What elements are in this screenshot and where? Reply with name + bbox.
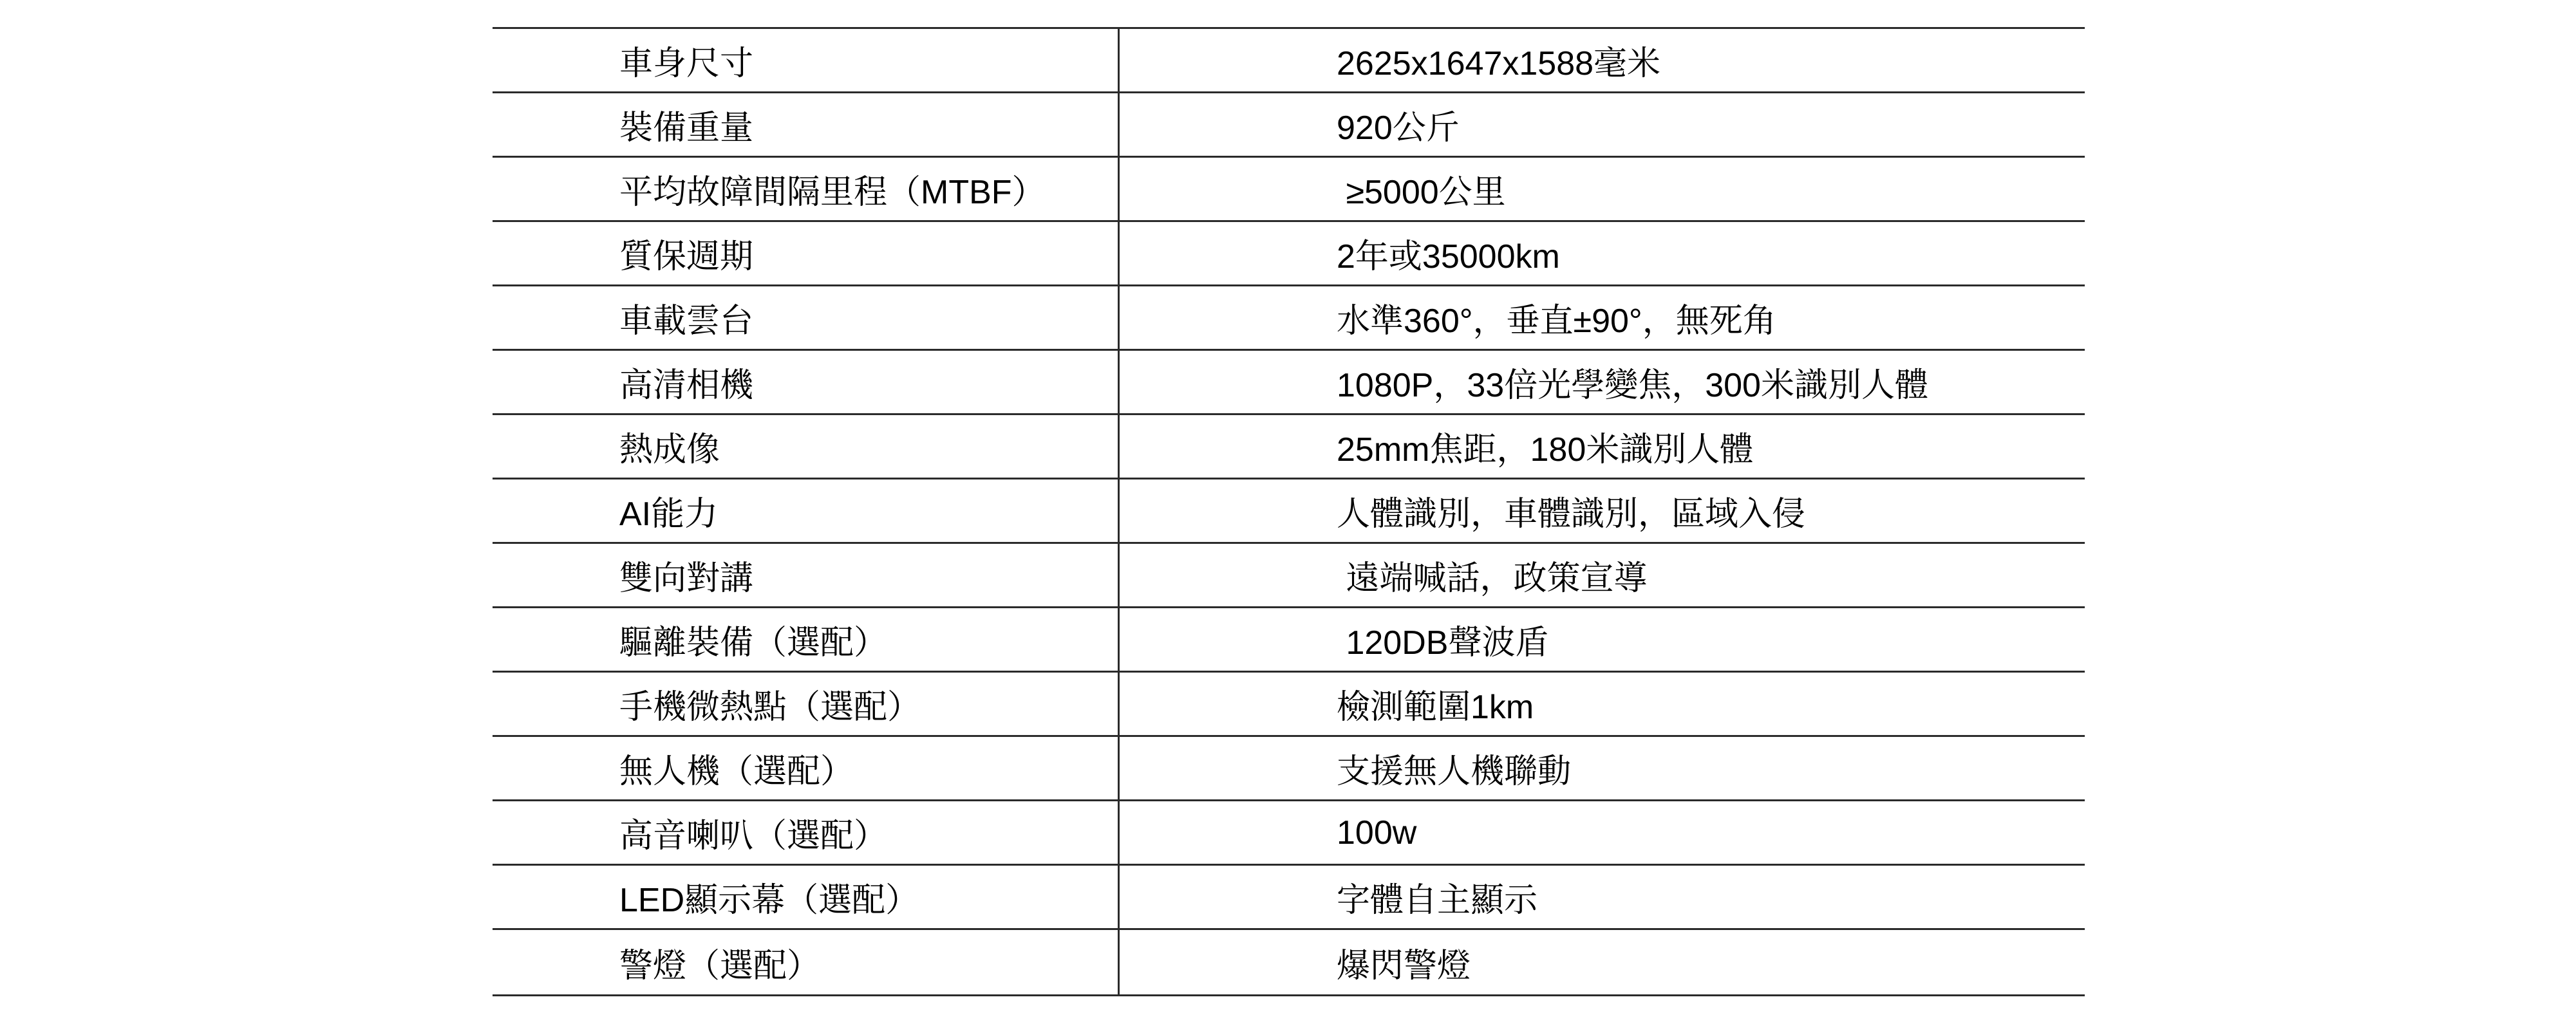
spec-label: 車身尺寸	[493, 29, 1120, 91]
spec-value: 檢測範圍1km	[1337, 689, 1534, 726]
spec-row	[493, 801, 2085, 866]
spec-value: 2625x1647x1588毫米	[1337, 45, 1661, 82]
spec-row	[493, 673, 2085, 737]
spec-row	[493, 479, 2085, 544]
spec-value: 字體自主顯示	[1337, 882, 1538, 919]
spec-row	[493, 29, 2085, 93]
spec-value: 25mm焦距，180米識別人體	[1337, 431, 1754, 469]
spec-row	[493, 222, 2085, 286]
spec-value: 遠端喊話，政策宣導	[1337, 560, 1648, 597]
spec-label: 高音喇叭（選配）	[493, 801, 1120, 864]
spec-value: 120DB聲波盾	[1337, 624, 1549, 662]
spec-value: 人體識別，車體識別，區域入侵	[1337, 496, 1806, 533]
spec-row	[493, 351, 2085, 415]
spec-row	[493, 158, 2085, 222]
spec-row	[493, 930, 2085, 994]
spec-value: 2年或35000km	[1337, 238, 1560, 275]
spec-value: 爆閃警燈	[1337, 947, 1471, 985]
spec-label: 手機微熱點（選配）	[493, 673, 1120, 735]
spec-row	[493, 737, 2085, 801]
spec-label: 警燈（選配）	[493, 930, 1120, 994]
spec-value: 1080P，33倍光學變焦，300米識別人體	[1337, 367, 1928, 404]
spec-row	[493, 866, 2085, 930]
spec-value: ≥5000公里	[1337, 174, 1506, 211]
spec-value: 支援無人機聯動	[1337, 753, 1572, 790]
spec-label: 無人機（選配）	[493, 737, 1120, 799]
spec-row	[493, 608, 2085, 673]
spec-value: 100w	[1337, 814, 1417, 852]
spec-value: 水準360°，垂直±90°，無死角	[1337, 302, 1776, 340]
spec-row	[493, 93, 2085, 158]
spec-row	[493, 286, 2085, 351]
spec-label: 平均故障間隔里程（MTBF）	[493, 158, 1120, 220]
spec-label: 裝備重量	[493, 93, 1120, 156]
spec-label: 車載雲台	[493, 286, 1120, 349]
spec-label: 熱成像	[493, 415, 1120, 478]
spec-label: AI能力	[493, 479, 1120, 542]
spec-row	[493, 415, 2085, 479]
spec-label: LED顯示幕（選配）	[493, 866, 1120, 928]
spec-row	[493, 544, 2085, 608]
spec-value: 920公斤	[1337, 109, 1460, 147]
spec-label: 高清相機	[493, 351, 1120, 413]
spec-label: 雙向對講	[493, 544, 1120, 606]
spec-table	[493, 27, 2085, 996]
spec-label: 質保週期	[493, 222, 1120, 284]
spec-label: 驅離裝備（選配）	[493, 608, 1120, 671]
